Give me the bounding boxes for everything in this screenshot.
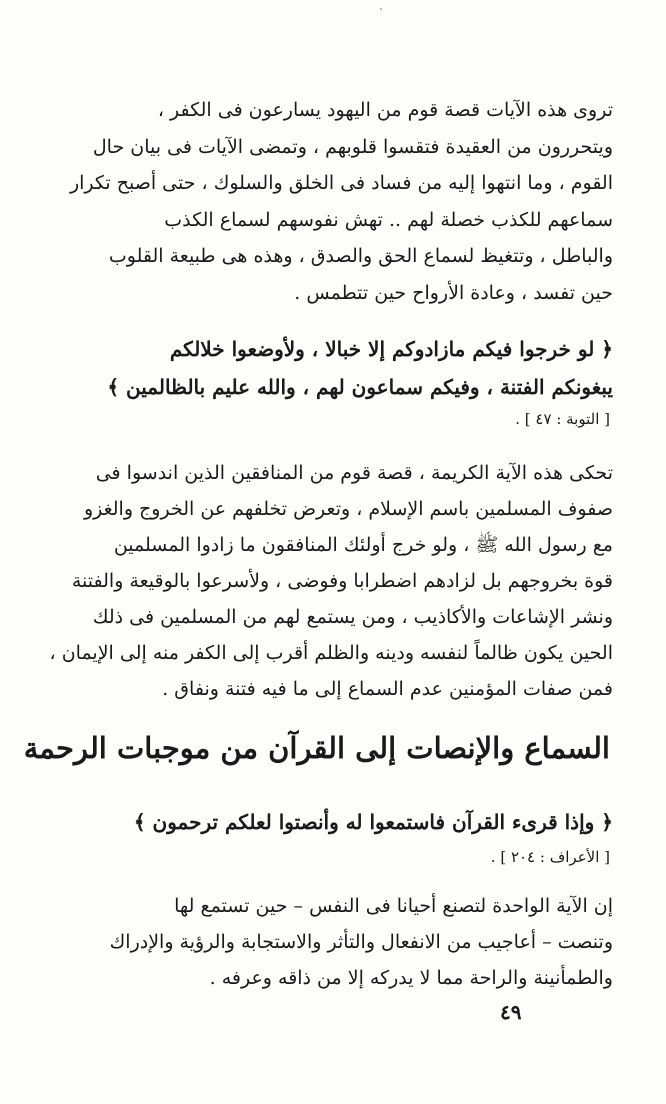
text-line: وتنصت – أعاجيب من الانفعال والتأثر والاستجابة والرؤية والإدراك [109, 931, 613, 953]
text-line: القوم ، وما انتهوا إليه من فساد فى الخلق والسلوك ، حتى أصبح تكرار [69, 172, 613, 194]
paragraph-1 [58, 92, 613, 311]
verse-line: يبغونكم الفتنة ، وفيكم سماعون لهم ، والله عليم بالظالمين ﴾ [107, 375, 613, 399]
text-line: والطمأنينة والراحة مما لا يدركه إلا من ذاقه وعرفه . [209, 967, 613, 989]
text-line: الحين يكون ظالماً لنفسه ودينه والظلم أقرب إلى الكفر منه إلى الإيمان ، [49, 642, 613, 664]
text-line: مع رسول الله ﷺ ، ولو خرج أولئك المنافقون ما زادوا المسلمين [113, 534, 613, 556]
section-heading: السماع والإنصات إلى القرآن من موجبات الرحمة [23, 731, 610, 765]
text-line: تروى هذه الآيات قصة قوم من اليهود يسارعون فى الكفر ، [157, 99, 613, 121]
scan-mark [380, 8, 382, 10]
page-number: ٤٩ [500, 1000, 522, 1024]
text-line: تحكى هذه الآية الكريمة ، قصة قوم من المنافقين الذين اندسوا فى [95, 462, 613, 484]
text-line: إن الآية الواحدة لتصنع أحيانا فى النفس – حين تستمع لها [174, 895, 613, 917]
paragraph-2 [49, 455, 613, 707]
quran-verse-2 [58, 802, 613, 842]
verse-line: ﴿ لو خرجوا فيكم مازادوكم إلا خبالا ، ولأوضعوا خلالكم [169, 337, 613, 361]
verse-reference-2: [ الأعراف : ٢٠٤ ] . [490, 848, 610, 866]
paragraph-3 [58, 888, 613, 996]
text-line: فمن صفات المؤمنين عدم السماع إلى ما فيه فتنة ونفاق . [162, 678, 613, 700]
verse-reference-1: [ التوبة : ٤٧ ] . [515, 410, 610, 428]
text-line: صفوف المسلمين باسم الإسلام ، وتعرض تخلفهم عن الخروج والغزو [83, 498, 613, 520]
text-line: حين تفسد ، وعادة الأرواح حين تتطمس . [294, 281, 613, 304]
text-line: ويتحررون من العقيدة فتقسوا قلوبهم ، وتمضى الآيات فى بيان حال [92, 135, 613, 158]
text-line: سماعهم للكذب خصلة لهم .. تهش نفوسهم لسماع الكذب [164, 208, 613, 231]
text-line: ونشر الإشاعات والأكاذيب ، ومن يستمع لهم من المسلمين فى ذلك [92, 606, 613, 628]
text-line: قوة بخروجهم بل لزادهم اضطرابا وفوضى ، ولأسرعوا بالوقيعة والفتنة [71, 570, 613, 592]
text-line: والباطل ، وتتغيظ لسماع الحق والصدق ، وهذه هى طبيعة القلوب [108, 245, 613, 267]
quran-verse-1 [58, 330, 613, 406]
verse-line: ﴿ وإذا قرىء القرآن فاستمعوا له وأنصتوا لعلكم ترحمون ﴾ [133, 810, 613, 834]
